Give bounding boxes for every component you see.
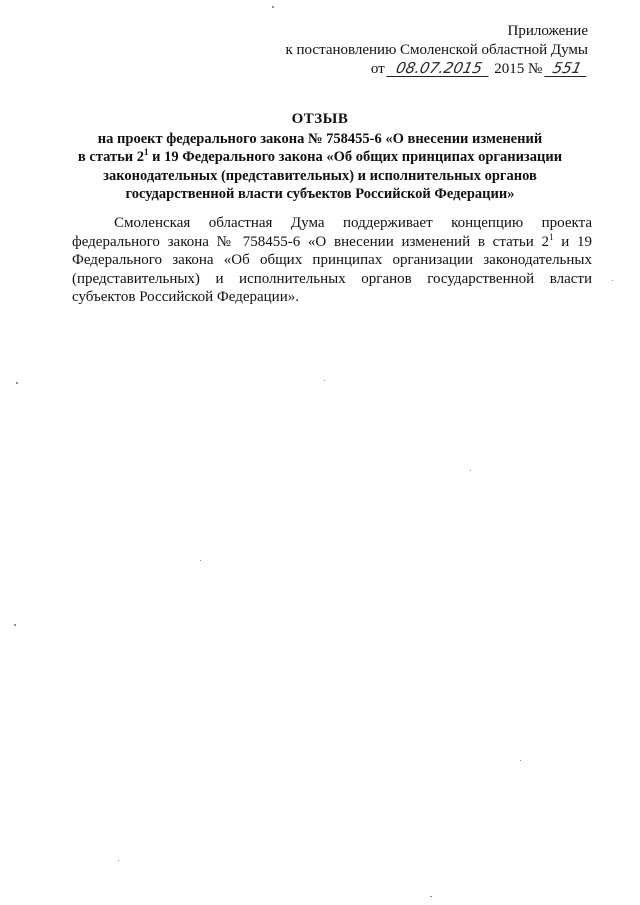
handwritten-number: 551 (544, 61, 589, 77)
title-superscript: 1 (144, 147, 149, 157)
title-line-2-start: в статьи 2 (77, 149, 145, 165)
title-line-1: на проект федерального закона № 758455-6 «О внесении изменений (97, 130, 543, 147)
scan-speck (16, 382, 18, 384)
scan-speck (200, 560, 201, 561)
year-number-label: 2015 № (494, 61, 543, 77)
title-line-2 (40, 148, 600, 167)
title-line-4: государственной власти субъектов Российской Федерации» (125, 186, 515, 202)
resolution-date-line (285, 60, 588, 79)
scan-speck (520, 760, 521, 761)
handwritten-date: 08.07.2015 (387, 61, 492, 77)
scan-speck (430, 896, 432, 897)
document-title (40, 110, 600, 204)
title-line-3: законодательных (представительных) и исполнительных органов (103, 167, 537, 184)
scan-speck (470, 470, 471, 471)
appendix-label: Приложение (507, 23, 588, 39)
body-paragraph (72, 214, 592, 307)
body-text-end: и 19 Федерального закона «Об общих принципах организации законодательных (представительных) и исполнительных органов государственной власти субъектов Российской Федерации». (72, 233, 593, 305)
from-prefix: от (370, 61, 385, 77)
title-line-2-end: и 19 Федерального закона «Об общих принципах организации (148, 149, 563, 165)
resolution-reference: к постановлению Смоленской областной Думы (285, 42, 588, 58)
scan-speck (14, 624, 16, 626)
title-main: ОТЗЫВ (291, 111, 349, 127)
scan-speck (118, 860, 119, 861)
appendix-header (285, 22, 588, 79)
scan-speck (324, 380, 325, 381)
body-text-start: Смоленская областная Дума поддерживает концепцию проекта федерального закона № 758455-6 «О внесении изменений в статьи 2 (72, 215, 592, 250)
body-superscript: 1 (549, 231, 554, 242)
scan-speck (272, 6, 274, 8)
scan-speck (612, 280, 613, 281)
body-paragraph-text (72, 214, 592, 307)
